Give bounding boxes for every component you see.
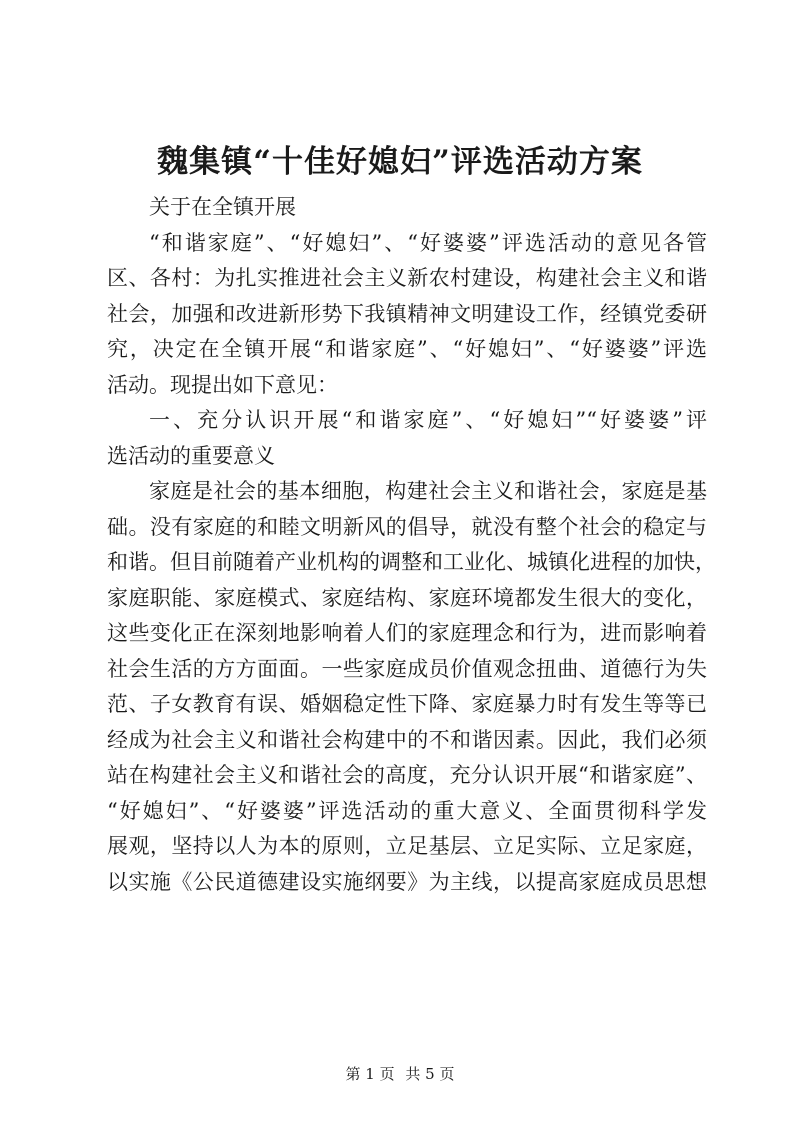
page-footer	[0, 1064, 800, 1084]
body-text-line: 经成为社会主义和谐社会构建中的不和谐因素。因此，我们必须	[107, 727, 707, 752]
body-text-line: 展观，坚持以人为本的原则，立足基层、立足实际、立足家庭，	[107, 834, 707, 858]
document-body	[107, 190, 716, 900]
body-text-line: 范、子女教育有误、婚姻稳定性下降、家庭暴力时有发生等等已	[107, 692, 707, 716]
body-text-line: 家庭是社会的基本细胞，构建社会主义和谐社会，家庭是基	[149, 479, 707, 503]
body-text-line: 区、各村：为扎实推进社会主义新农村建设，构建社会主义和谐	[107, 266, 707, 290]
body-text-line: 选活动的重要意义	[107, 443, 275, 468]
body-text-line: 活动。现提出如下意见：	[107, 372, 338, 397]
body-text-line: 站在构建社会主义和谐社会的高度，充分认识开展“和谐家庭”、	[107, 763, 707, 787]
body-text-line: 关于在全镇开展	[149, 195, 296, 219]
body-text-line: 这些变化正在深刻地影响着人们的家庭理念和行为，进而影响着	[107, 621, 707, 645]
document-title: 魏集镇“十佳好媳妇”评选活动方案	[157, 144, 643, 180]
body-text-line: 和谐。但目前随着产业机构的调整和工业化、城镇化进程的加快，	[107, 550, 716, 574]
body-text-line: 一、充分认识开展“和谐家庭”、“好媳妇”“好婆婆”评	[149, 408, 707, 432]
body-text-line: 社会，加强和改进新形势下我镇精神文明建设工作，经镇党委研	[107, 301, 707, 326]
body-text-line: 家庭职能、家庭模式、家庭结构、家庭环境都发生很大的变化，	[107, 585, 707, 610]
body-text-line: “和谐家庭”、“好媳妇”、“好婆婆”评选活动的意见各管	[149, 230, 707, 255]
page-number: 第 1 页	[345, 1065, 395, 1083]
body-text-line: 础。没有家庭的和睦文明新风的倡导，就没有整个社会的稳定与	[107, 514, 707, 539]
body-text-line: 究，决定在全镇开展“和谐家庭”、“好媳妇”、“好婆婆”评选	[107, 337, 707, 361]
body-text-line: 以实施《公民道德建设实施纲要》为主线，以提高家庭成员思想	[107, 869, 707, 894]
body-text-line: “好媳妇”、“好婆婆”评选活动的重大意义、全面贯彻科学发	[107, 798, 707, 823]
body-text-line: 社会生活的方方面面。一些家庭成员价值观念扭曲、道德行为失	[107, 656, 707, 681]
page-total: 共 5 页	[405, 1065, 455, 1083]
